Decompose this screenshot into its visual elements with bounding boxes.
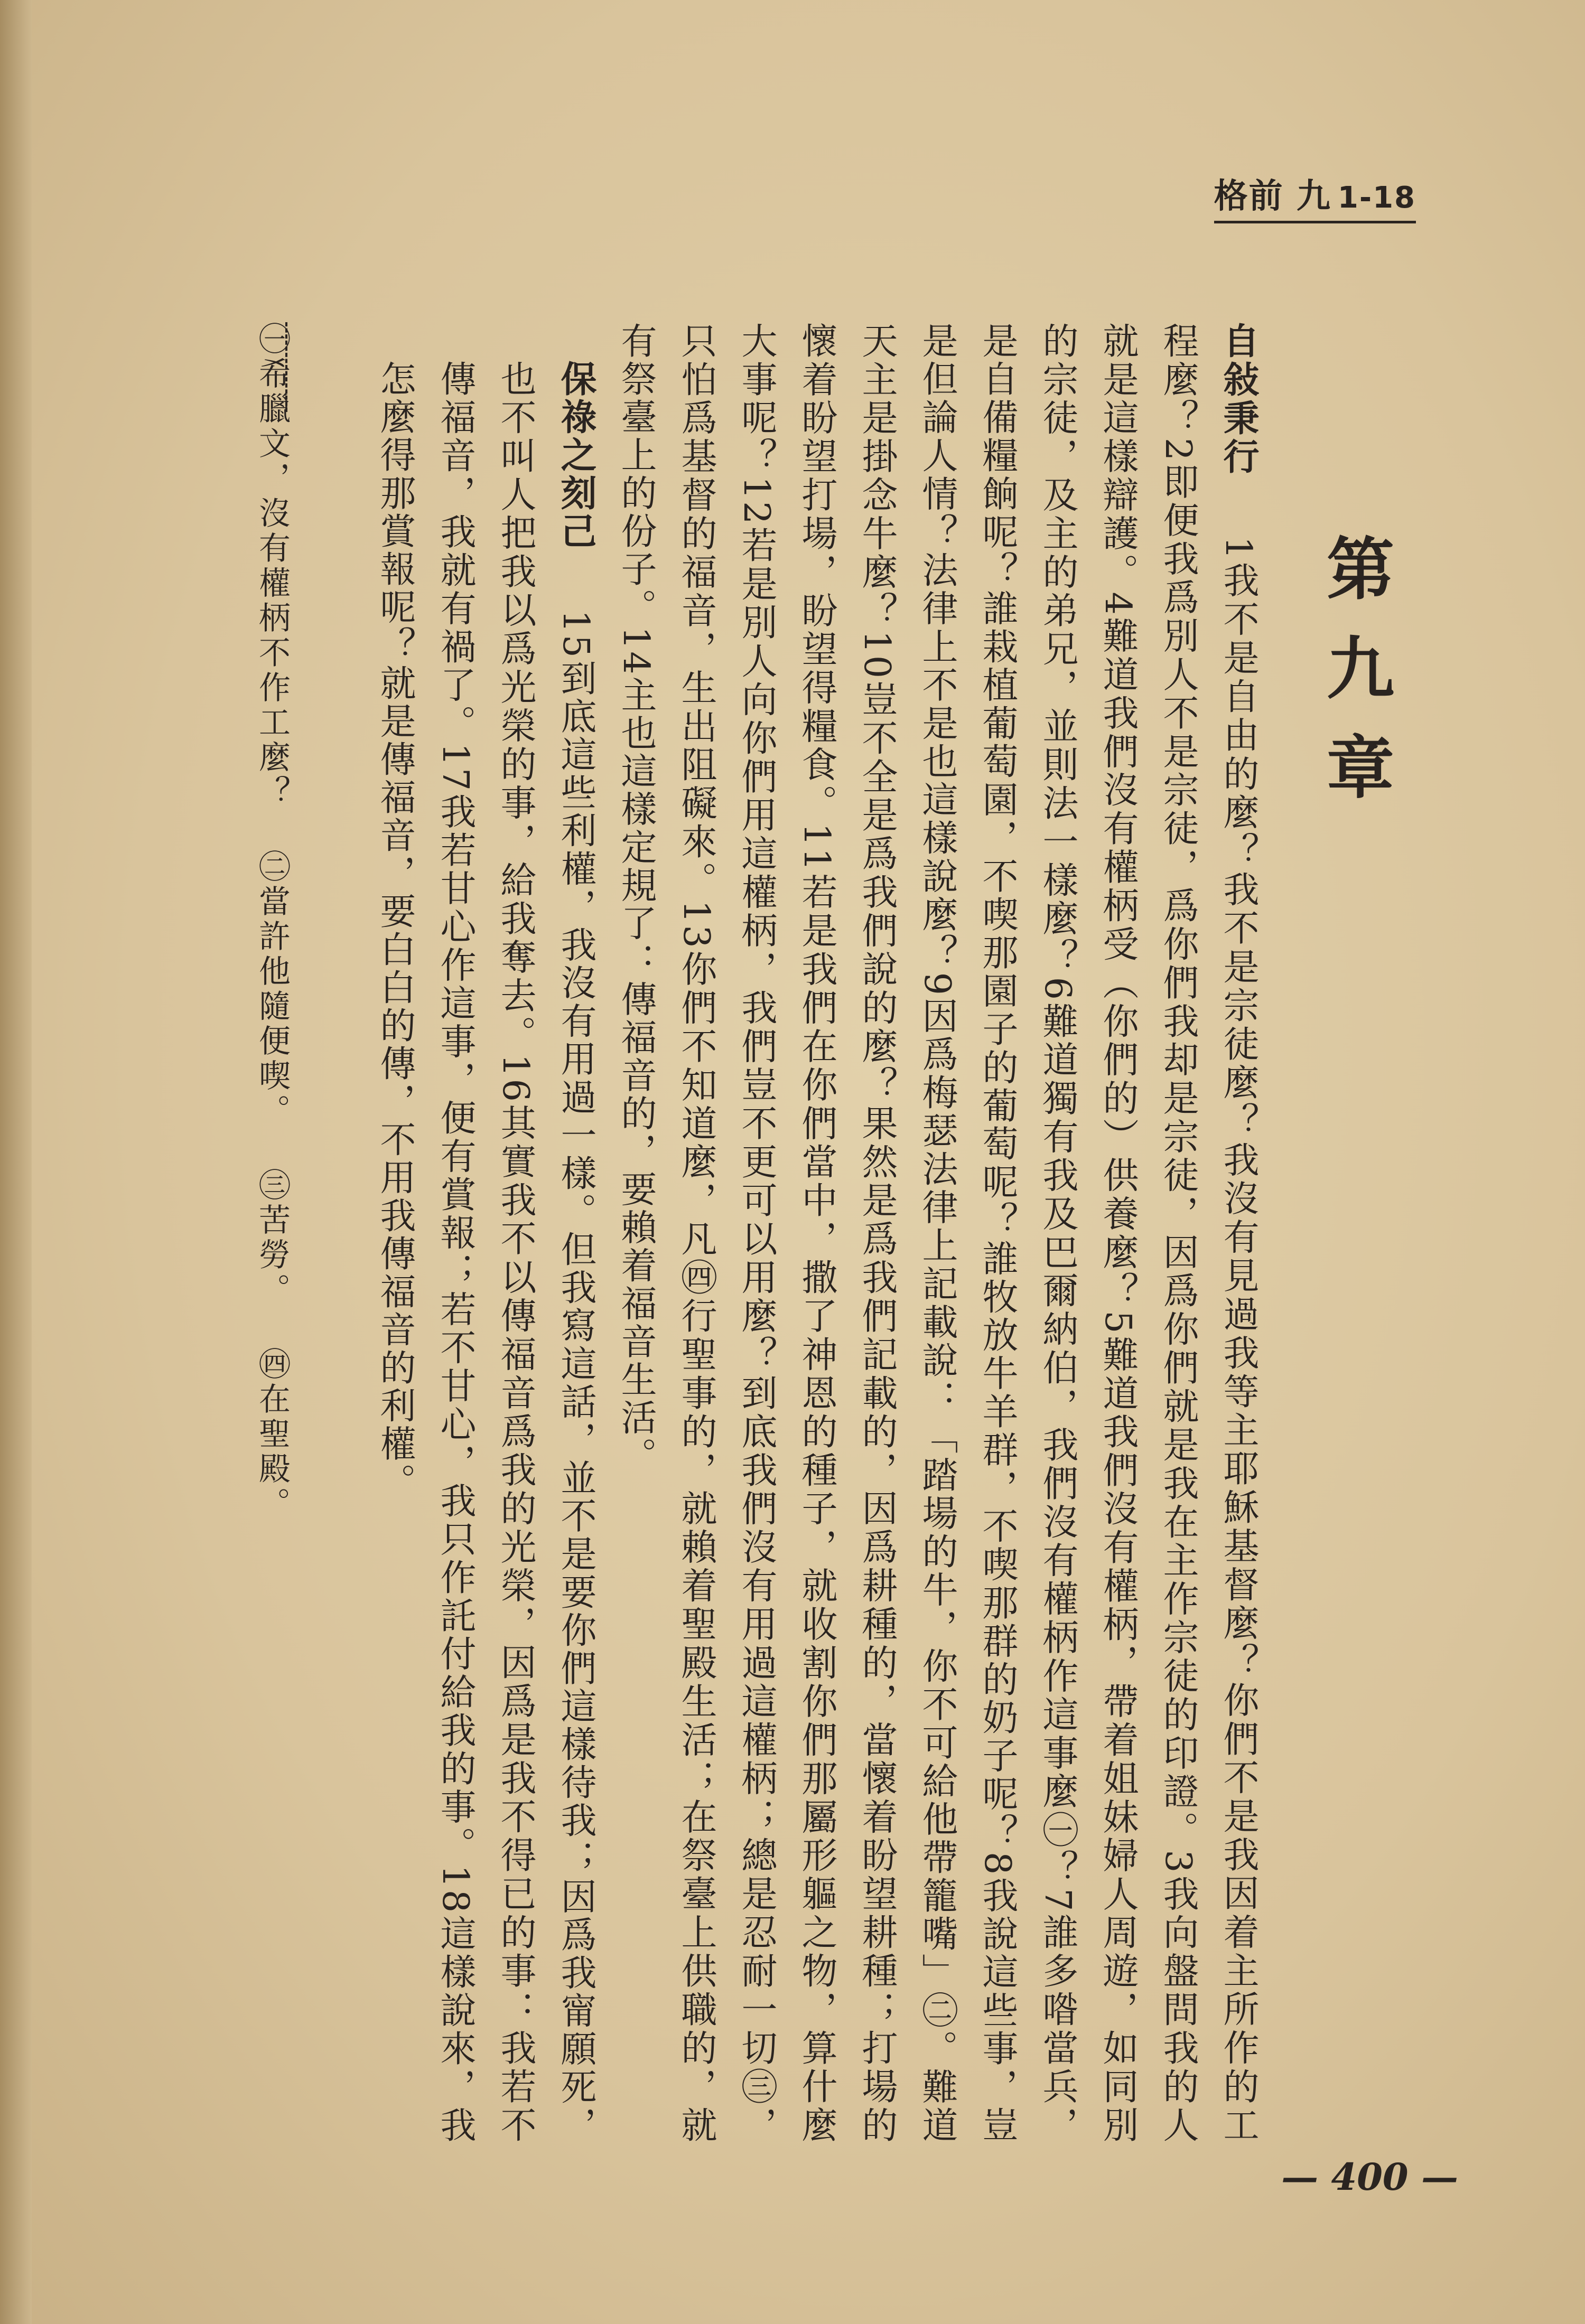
footnote-4: ㊃在聖殿。: [254, 1347, 291, 1522]
page-number: — 400 —: [1281, 2155, 1458, 2199]
section-1: [605, 322, 1268, 2144]
running-head-reference: 1-18: [1337, 181, 1416, 215]
section-1-heading: 自敍秉行: [1217, 322, 1259, 477]
footnote-1: ㊀希臘文，沒有權柄不作工麼？: [254, 322, 291, 810]
section-1-text: 1我不是自由的麼？我不是宗徒麼？我沒有見過我等主耶穌基督麼？你們不是我因着主所作的工程麼？2即便我爲別人不是宗徒，爲你們我却是宗徒，因爲你們就是我在主作宗徒的印證。3我向盤問我的人就是這樣辯護。4難道我們沒有權柄受（你們的）供養麼？5難道我們沒有權柄，帶着姐妹婦人周遊，如同別的宗徒，及主的弟兄，並則法一樣麼？6難道獨有我及巴爾納伯，我們沒有權柄作這事麼㊀？7誰多喒當兵，是自備糧餉呢？誰栽植葡萄園，不喫那園子的葡萄呢？誰牧放牛羊群，不喫那群的奶子呢？8我說這些事，豈是但論人情？法律上不是也這樣說麼？9因爲梅瑟法律上記載說：「踏場的牛，你不可給他帶籠嘴」㊁。難道天主是掛念牛麼？10豈不全是爲我們說的麼？果然是爲我們記載的，因爲耕種的，當懷着盼望耕種；打場的懷着盼望打場，盼望得糧食。11若是我們在你們當中，撒了神恩的種子，就收割你們那屬形軀之物，算什麼大事呢？12若是別人向你們用這權柄，我們豈不更可以用麼？到底我們沒有用過這權柄；總是忍耐一切㊂，只怕爲基督的福音，生出阻礙來。13你們不知道麼，凡㊃行聖事的，就賴着聖殿生活；在祭臺上供職的，就有祭臺上的份子。14主也這樣定規了：傳福音的，要賴着福音生活。: [615, 322, 1259, 2145]
body-text: [264, 322, 1268, 2144]
footnotes: [248, 322, 296, 2144]
section-2-heading: 保祿之刻己: [555, 360, 596, 551]
running-head-title: 格前 九: [1214, 177, 1331, 216]
footnote-2: ㊁當許他隨便喫。: [254, 850, 291, 1129]
footnote-3: ㊂苦勞。: [254, 1168, 291, 1308]
running-head: [1214, 169, 1416, 223]
chapter-title: 第九章: [1315, 533, 1394, 831]
section-2: [365, 360, 605, 2144]
page-gutter: [0, 0, 32, 2324]
section-2-text: 15到底這些利權，我沒有用過一樣。但我寫這話，並不是要你們這樣待我；因爲我甯願死，也不叫人把我以爲光榮的事，給我奪去。16其實我不以傳福音爲我的光榮，因爲是我不得已的事：我若不傳福音，我就有禍了。17我若甘心作這事，便有賞報；若不甘心，我只作託付給我的事。18這樣說來，我怎麼得那賞報呢？就是傳福音，要白白的傳，不用我傳福音的利權。: [374, 360, 596, 2145]
